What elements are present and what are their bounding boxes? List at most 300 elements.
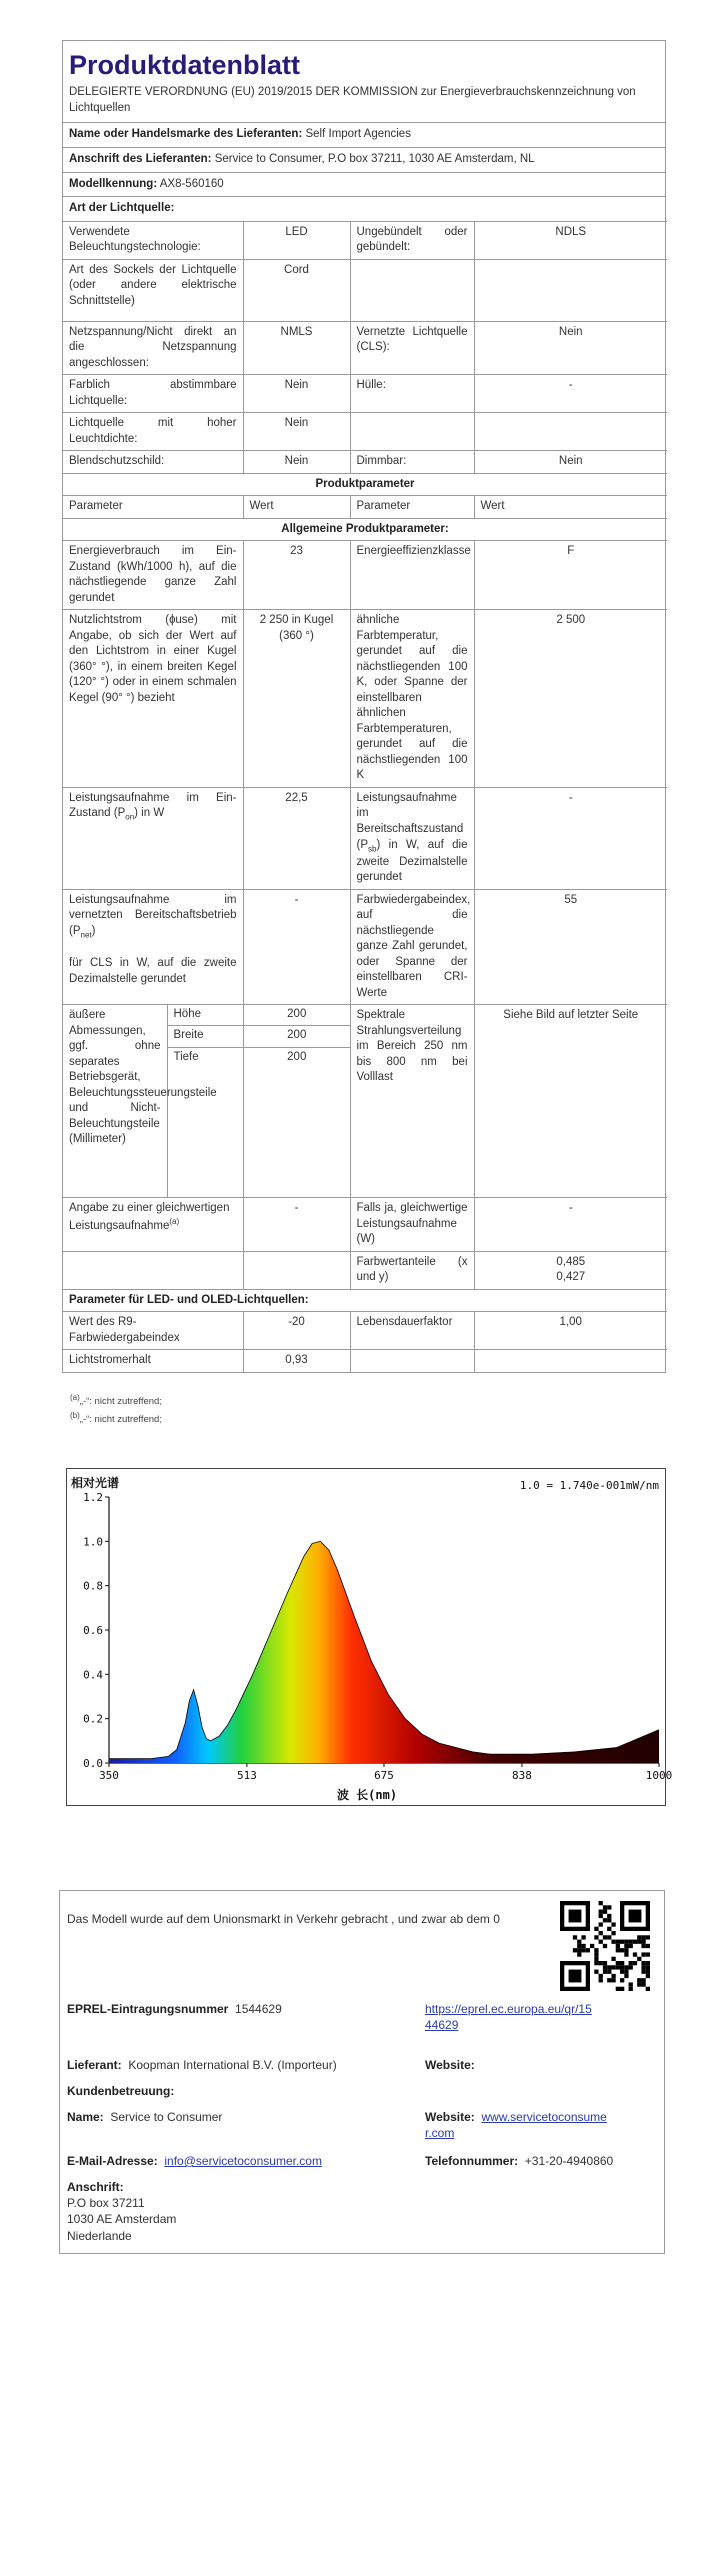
table-row	[63, 413, 667, 451]
qr-module	[646, 1970, 650, 1974]
qr-module	[637, 1982, 641, 1986]
qr-module	[616, 1987, 620, 1991]
qr-module	[616, 1961, 620, 1965]
qr-module	[646, 1935, 650, 1939]
qr-module	[599, 1910, 603, 1914]
qr-module	[641, 1935, 645, 1939]
col-param-header: Parameter	[350, 496, 474, 519]
phone-value: +31-20-4940860	[524, 2154, 614, 2168]
website-field	[425, 2057, 475, 2073]
hlls-value: Nein	[243, 413, 350, 451]
flux-label: Nutzlichtstrom (ɸuse) mit Angabe, ob sich der Wert auf den Lichtstrom in einer Kugel (360° °), in einem breiten Kegel (120° °) oder in einem schmalen Kegel (90° °) bezieht	[63, 610, 243, 788]
market-intro: Das Modell wurde auf dem Unionsmarkt in Verkehr gebracht , und zwar ab dem 0	[67, 1912, 500, 1926]
qr-module	[616, 1948, 620, 1952]
qr-module	[646, 1901, 650, 1931]
psb-label	[350, 787, 474, 889]
spd-label: Spektrale Strahlungsverteilung im Bereich 250 nm bis 800 nm bei Volllast	[350, 1005, 474, 1198]
pnet-sub: net	[80, 929, 92, 939]
col-param-header: Parameter	[63, 496, 243, 519]
width-value: 200	[243, 1026, 350, 1047]
depth-label: Tiefe	[173, 1050, 199, 1063]
qr-module	[577, 1944, 581, 1948]
pnet-value: -	[243, 889, 350, 1005]
survival-label: Lebensdauerfaktor	[350, 1312, 474, 1350]
qr-module	[594, 1961, 598, 1965]
eprel-field	[67, 2001, 282, 2017]
qr-module	[560, 1961, 564, 1991]
empty-cell	[350, 1350, 474, 1372]
x-tick-label: 350	[99, 1769, 119, 1782]
qr-module	[603, 1905, 607, 1909]
qr-module	[577, 1940, 581, 1944]
pon-sub: on	[125, 812, 135, 822]
qr-module	[581, 1948, 585, 1952]
qr-module	[620, 1940, 624, 1944]
qr-module	[620, 1901, 650, 1905]
empty-cell	[474, 1350, 667, 1372]
qr-module	[611, 1940, 615, 1944]
website2-link-line2[interactable]: r.com	[425, 2126, 455, 2141]
pon-value: 22,5	[243, 787, 350, 889]
product-data-sheet	[62, 40, 666, 1373]
empty-cell	[350, 259, 474, 321]
website2-field	[425, 2109, 607, 2141]
x-tick-label: 675	[374, 1769, 394, 1782]
r9-label: Wert des R9-Farbwiedergabeindex	[63, 1312, 243, 1350]
qr-module	[646, 1944, 650, 1948]
empty-cell	[474, 259, 667, 321]
glare-label: Blendschutzschild:	[63, 451, 243, 474]
empty-cell	[350, 413, 474, 451]
qr-module	[629, 1965, 633, 1969]
equiv-power-value: -	[474, 1198, 667, 1252]
qr-module	[646, 1974, 650, 1978]
qr-module	[620, 1978, 624, 1982]
market-info-box	[59, 1890, 665, 2254]
qr-module	[594, 1970, 598, 1974]
cct-label: ähnliche Farbtemperatur, gerundet auf die nächstliegenden 100 K, oder Spanne der einstellbaren ähnlichen Farbtemperaturen, gerundet auf die nächstliegenden 100 K	[350, 610, 474, 788]
table-row	[63, 610, 667, 788]
contact-name-value: Service to Consumer	[110, 2110, 223, 2124]
qr-module	[616, 1940, 620, 1944]
spectrum-area	[109, 1541, 659, 1763]
depth-value: 200	[243, 1047, 350, 1197]
qr-module	[620, 1987, 624, 1991]
qr-module	[560, 1901, 564, 1931]
qr-module	[616, 1965, 620, 1969]
qr-module	[607, 1905, 611, 1909]
footnote-mark: (a)	[70, 1393, 80, 1402]
website2-label: Website:	[425, 2110, 475, 2124]
address-line: 1030 AE Amsterdam	[67, 2212, 177, 2227]
qr-module	[586, 1961, 590, 1991]
y-ticks	[83, 1491, 109, 1770]
height-value: 200	[243, 1005, 350, 1026]
qr-module	[624, 1940, 628, 1944]
qr-module	[620, 1961, 624, 1965]
address-field	[67, 2179, 176, 2244]
y-tick-label: 0.6	[83, 1624, 103, 1637]
qr-module	[641, 1970, 645, 1974]
qr-module	[586, 1948, 590, 1952]
x-tick-label: 1000	[645, 1769, 673, 1782]
qr-module	[586, 1901, 590, 1931]
qr-module	[637, 1957, 641, 1961]
qr-module	[560, 1901, 590, 1905]
qr-module	[603, 1944, 607, 1948]
spectrum-chart	[66, 1468, 673, 1806]
chart-annotation: 1.0 = 1.740e-001mW/nm	[519, 1479, 659, 1492]
table-row	[63, 451, 667, 474]
qr-module	[616, 1944, 620, 1948]
qr-module	[569, 1970, 582, 1983]
address-line: P.O box 37211	[67, 2196, 145, 2211]
supplier-field	[67, 2057, 337, 2073]
qr-module	[581, 1935, 585, 1939]
qr-module	[594, 1948, 598, 1952]
dimensions-label: äußere Abmessungen, ggf. ohne separates Betriebsgerät, Beleuchtungssteuerungsteile und Nicht-Beleuchtungsteile (Millimeter)	[63, 1005, 167, 1197]
phone-label: Telefonnummer:	[425, 2154, 519, 2168]
qr-module	[573, 1935, 577, 1939]
qr-module	[624, 1965, 628, 1969]
qr-module	[560, 1927, 590, 1931]
address-line: Niederlande	[67, 2228, 132, 2243]
qr-module	[624, 1952, 628, 1956]
tech-value: LED	[243, 221, 350, 259]
support-heading	[67, 2083, 174, 2099]
qr-module	[599, 1940, 603, 1944]
chromaticity-label: Farbwertanteile (x und y)	[350, 1251, 474, 1289]
supplier-name-value: Self Import Agencies	[305, 128, 411, 141]
website2-link-line1[interactable]: www.servicetoconsume	[481, 2110, 607, 2124]
qr-module	[560, 1961, 590, 1965]
qr-module	[637, 1935, 641, 1939]
qr-module	[569, 1910, 582, 1923]
energy-label: Energieverbrauch im Ein-Zustand (kWh/1000 h), auf die nächstliegende ganze Zahl gerundet	[63, 541, 243, 610]
qr-module	[620, 1970, 624, 1974]
website-label: Website:	[425, 2058, 475, 2072]
qr-module	[641, 1978, 645, 1982]
led-params-heading: Parameter für LED- und OLED-Lichtquellen:	[63, 1289, 667, 1312]
x-ticks	[99, 1763, 672, 1782]
qr-module	[620, 1927, 650, 1931]
width-label: Breite	[167, 1026, 243, 1047]
qr-module	[629, 1987, 633, 1991]
table-row	[63, 1198, 667, 1252]
footnote-text: „-“: nicht zutreffend;	[79, 1396, 162, 1408]
efficiency-class-value: F	[474, 541, 667, 610]
table-row	[63, 473, 667, 496]
height-label: Höhe	[167, 1005, 243, 1026]
pon-label-unit: ) in W	[134, 807, 165, 820]
model-label: Modellkennung:	[69, 177, 158, 190]
efficiency-class-label: Energieeffizienzklasse	[350, 541, 474, 610]
supplier-address-value: Service to Consumer, P.O box 37211, 1030 AE Amsterdam, NL	[214, 152, 535, 165]
address-label: Anschrift:	[67, 2180, 124, 2194]
qr-module	[620, 1901, 624, 1931]
qr-module	[577, 1948, 581, 1952]
qr-module	[629, 1910, 642, 1923]
psb-sub: sb	[368, 843, 377, 853]
chromaticity-x: 0,485	[556, 1255, 586, 1268]
qr-module	[624, 1948, 628, 1952]
qr-module	[599, 1974, 603, 1978]
qr-module	[594, 1927, 598, 1931]
general-params-heading: Allgemeine Produktparameter:	[63, 518, 667, 541]
qr-module	[607, 1935, 611, 1939]
footnotes	[70, 1392, 162, 1428]
table-row	[63, 375, 667, 413]
footnote	[70, 1410, 162, 1428]
qr-module	[646, 1961, 650, 1965]
contact-name-field	[67, 2109, 222, 2125]
x-tick-label: 513	[236, 1769, 257, 1782]
eprel-label: EPREL-Eintragungsnummer	[67, 2002, 229, 2016]
qr-module	[641, 1940, 645, 1944]
y-tick-label: 1.2	[83, 1491, 103, 1504]
qr-module	[633, 1940, 637, 1944]
envelope-value: -	[474, 375, 667, 413]
connected-label: Vernetzte Lichtquelle (CLS):	[350, 321, 474, 375]
qr-module	[607, 1918, 611, 1922]
table-row	[63, 889, 667, 1005]
qr-module	[646, 1965, 650, 1969]
table-row	[63, 1312, 667, 1350]
footnote-mark: (b)	[70, 1410, 80, 1420]
chart-title: 相对光谱	[71, 1476, 120, 1490]
chromaticity-y: 0,427	[556, 1271, 586, 1284]
qr-module	[603, 1918, 607, 1922]
email-label: E-Mail-Adresse:	[67, 2154, 158, 2168]
empty-cell	[243, 1251, 350, 1289]
table-row	[63, 221, 667, 259]
x-axis-label: 波 长(nm)	[336, 1788, 398, 1802]
equiv-label	[63, 1198, 243, 1252]
energy-value: 23	[243, 541, 350, 610]
qr-module	[611, 1978, 615, 1982]
phone-field	[425, 2153, 613, 2169]
colour-tunable-value: Nein	[243, 375, 350, 413]
equiv-sup: (a)	[169, 1216, 180, 1226]
table-row	[63, 259, 667, 321]
qr-module	[611, 1974, 615, 1978]
x-tick-label: 838	[511, 1769, 532, 1782]
light-source-type-heading	[63, 196, 665, 221]
qr-module	[594, 1952, 598, 1956]
qr-module	[607, 1965, 611, 1969]
qr-module	[594, 1935, 598, 1939]
spectrum-svg	[67, 1469, 673, 1805]
contact-name-label: Name:	[67, 2110, 104, 2124]
model-row	[63, 172, 665, 197]
qr-module	[624, 1944, 628, 1948]
table-row	[63, 496, 667, 519]
dimensions-row	[63, 1005, 350, 1026]
page-title: Produktdatenblatt	[69, 50, 301, 80]
qr-module	[624, 1974, 628, 1978]
tech-label: Verwendete Beleuchtungstechnologie:	[63, 221, 243, 259]
qr-module	[620, 1948, 624, 1952]
email-link[interactable]: info@servicetoconsumer.com	[164, 2154, 322, 2168]
qr-module	[641, 1944, 645, 1948]
supplier-label: Lieferant:	[67, 2058, 122, 2072]
qr-module	[633, 1961, 637, 1965]
dimensions-cell	[63, 1005, 350, 1198]
colour-tunable-label: Farblich abstimmbare Lichtquelle:	[63, 375, 243, 413]
eprel-link[interactable]	[425, 2001, 592, 2033]
empty-cell	[63, 1251, 243, 1289]
cri-value: 55	[474, 889, 667, 1005]
supplier-name-label: Name oder Handelsmarke des Lieferanten:	[69, 128, 303, 141]
qr-module	[624, 1970, 628, 1974]
qr-module	[607, 1914, 611, 1918]
nondirectional-label: Ungebündelt oder gebündelt:	[350, 221, 474, 259]
qr-module	[599, 1931, 603, 1935]
eprel-link-line2[interactable]: 44629	[425, 2018, 459, 2033]
table-row	[63, 518, 667, 541]
light-source-type-heading-text: Art der Lichtquelle:	[69, 202, 175, 215]
qr-module	[590, 1944, 594, 1948]
qr-module	[607, 1970, 611, 1974]
product-params-heading: Produktparameter	[63, 473, 667, 496]
qr-module	[577, 1952, 581, 1956]
equiv-power-label: Falls ja, gleichwertige Leistungsaufnahme (W)	[350, 1198, 474, 1252]
light-source-type-table	[63, 221, 667, 1372]
y-tick-label: 0.0	[83, 1757, 103, 1770]
qr-module	[641, 1982, 645, 1986]
qr-module	[603, 1970, 607, 1974]
pon-label	[63, 787, 243, 889]
qr-module	[603, 1965, 607, 1969]
qr-module	[581, 1944, 585, 1948]
email-field	[67, 2153, 322, 2169]
qr-code-icon	[560, 1901, 650, 1991]
footnote	[70, 1392, 162, 1410]
chromaticity-value	[474, 1251, 667, 1289]
mains-label: Netzspannung/Nicht direkt an die Netzspannung angeschlossen:	[63, 321, 243, 375]
table-row	[63, 1289, 667, 1312]
regulation-subtitle: DELEGIERTE VERORDNUNG (EU) 2019/2015 DER KOMMISSION zur Energieverbrauchskennzeichnung von Lichtquellen	[69, 86, 636, 114]
support-label: Kundenbetreuung:	[67, 2084, 175, 2098]
qr-module	[607, 1978, 611, 1982]
maintenance-value: 0,93	[243, 1350, 350, 1372]
qr-module	[611, 1922, 615, 1926]
equiv-value: -	[243, 1198, 350, 1252]
psb-label-text: Leistungsaufnahme im Bereitschaftszustand (P	[356, 791, 464, 851]
qr-module	[646, 1952, 650, 1956]
psb-label-unit: ) in W, auf die zweite Dezimalstelle gerundet	[356, 838, 468, 884]
spd-value: Siehe Bild auf letzter Seite	[474, 1005, 667, 1198]
qr-module	[611, 1931, 615, 1935]
dimensions-table	[63, 1005, 350, 1197]
table-row	[63, 1005, 667, 1198]
pnet-label-close: )	[91, 924, 96, 937]
flux-value: 2 250 in Kugel (360 °)	[243, 610, 350, 788]
qr-module	[641, 1965, 645, 1969]
qr-module	[629, 1940, 633, 1944]
qr-module	[629, 1944, 633, 1948]
qr-module	[560, 1987, 590, 1991]
pon-label-text: Leistungsaufnahme im Ein-Zustand (P	[69, 791, 237, 820]
qr-module	[599, 1914, 603, 1918]
model-value: AX8-560160	[159, 177, 224, 190]
qr-module	[611, 1965, 615, 1969]
y-tick-label: 0.4	[83, 1668, 103, 1682]
qr-module	[599, 1901, 603, 1905]
col-value-header: Wert	[243, 496, 350, 519]
qr-module	[599, 1978, 603, 1982]
qr-module	[633, 1952, 637, 1956]
qr-module	[637, 1940, 641, 1944]
table-row	[63, 787, 667, 889]
col-value-header: Wert	[474, 496, 667, 519]
pnet-label-text: Leistungsaufnahme im vernetzten Bereitschaftsbetrieb (P	[69, 893, 237, 937]
survival-value: 1,00	[474, 1312, 667, 1350]
qr-module	[603, 1935, 607, 1939]
cap-label: Art des Sockels der Lichtquelle (oder andere elektrische Schnittstelle)	[63, 259, 243, 321]
qr-module	[637, 1978, 641, 1982]
dimmable-label: Dimmbar:	[350, 451, 474, 474]
pnet-label	[63, 889, 243, 1005]
table-row	[63, 541, 667, 610]
glare-value: Nein	[243, 451, 350, 474]
equiv-label-text: Angabe zu einer gleichwertigen Leistungsaufnahme	[69, 1202, 230, 1232]
psb-value: -	[474, 787, 667, 889]
eprel-value: 1544629	[235, 2002, 282, 2016]
y-tick-label: 0.8	[83, 1579, 103, 1593]
table-row	[63, 321, 667, 375]
y-tick-label: 0.2	[83, 1712, 103, 1726]
qr-module	[603, 1910, 607, 1914]
table-row	[63, 1251, 667, 1289]
pnet-label-unit: für CLS in W, auf die zweite Dezimalstelle gerundet	[69, 957, 237, 985]
qr-module	[641, 1952, 645, 1956]
eprel-link-line1[interactable]: https://eprel.ec.europa.eu/qr/15	[425, 2002, 592, 2016]
qr-module	[629, 1982, 633, 1986]
footnote-text: „-“: nicht zutreffend;	[79, 1414, 162, 1426]
qr-module	[611, 1957, 615, 1961]
qr-module	[573, 1948, 577, 1952]
y-tick-label: 1.0	[83, 1535, 103, 1549]
table-row	[63, 1350, 667, 1372]
supplier-value: Koopman International B.V. (Importeur)	[128, 2058, 337, 2072]
r9-value: -20	[243, 1312, 350, 1350]
cap-value: Cord	[243, 259, 350, 321]
nondirectional-value: NDLS	[474, 221, 667, 259]
qr-module	[629, 1961, 633, 1965]
dimmable-value: Nein	[474, 451, 667, 474]
qr-module	[603, 1961, 607, 1965]
qr-module	[599, 1961, 603, 1965]
qr-module	[646, 1987, 650, 1991]
qr-module	[607, 1927, 611, 1931]
maintenance-label: Lichtstromerhalt	[63, 1350, 243, 1372]
supplier-address-row	[63, 147, 665, 172]
supplier-name-row	[63, 122, 665, 147]
hlls-label: Lichtquelle mit hoher Leuchtdichte:	[63, 413, 243, 451]
envelope-label: Hülle:	[350, 375, 474, 413]
qr-module	[641, 1961, 645, 1965]
qr-module	[594, 1957, 598, 1961]
qr-module	[599, 1922, 603, 1926]
cri-label: Farbwiedergabeindex, auf die nächstliegende ganze Zahl gerundet, oder Spanne der einstellbaren CRI-Werte	[350, 889, 474, 1005]
cct-value: 2 500	[474, 610, 667, 788]
connected-value: Nein	[474, 321, 667, 375]
empty-cell	[474, 413, 667, 451]
mains-value: NMLS	[243, 321, 350, 375]
qr-module	[620, 1965, 624, 1969]
supplier-address-label: Anschrift des Lieferanten:	[69, 152, 212, 165]
